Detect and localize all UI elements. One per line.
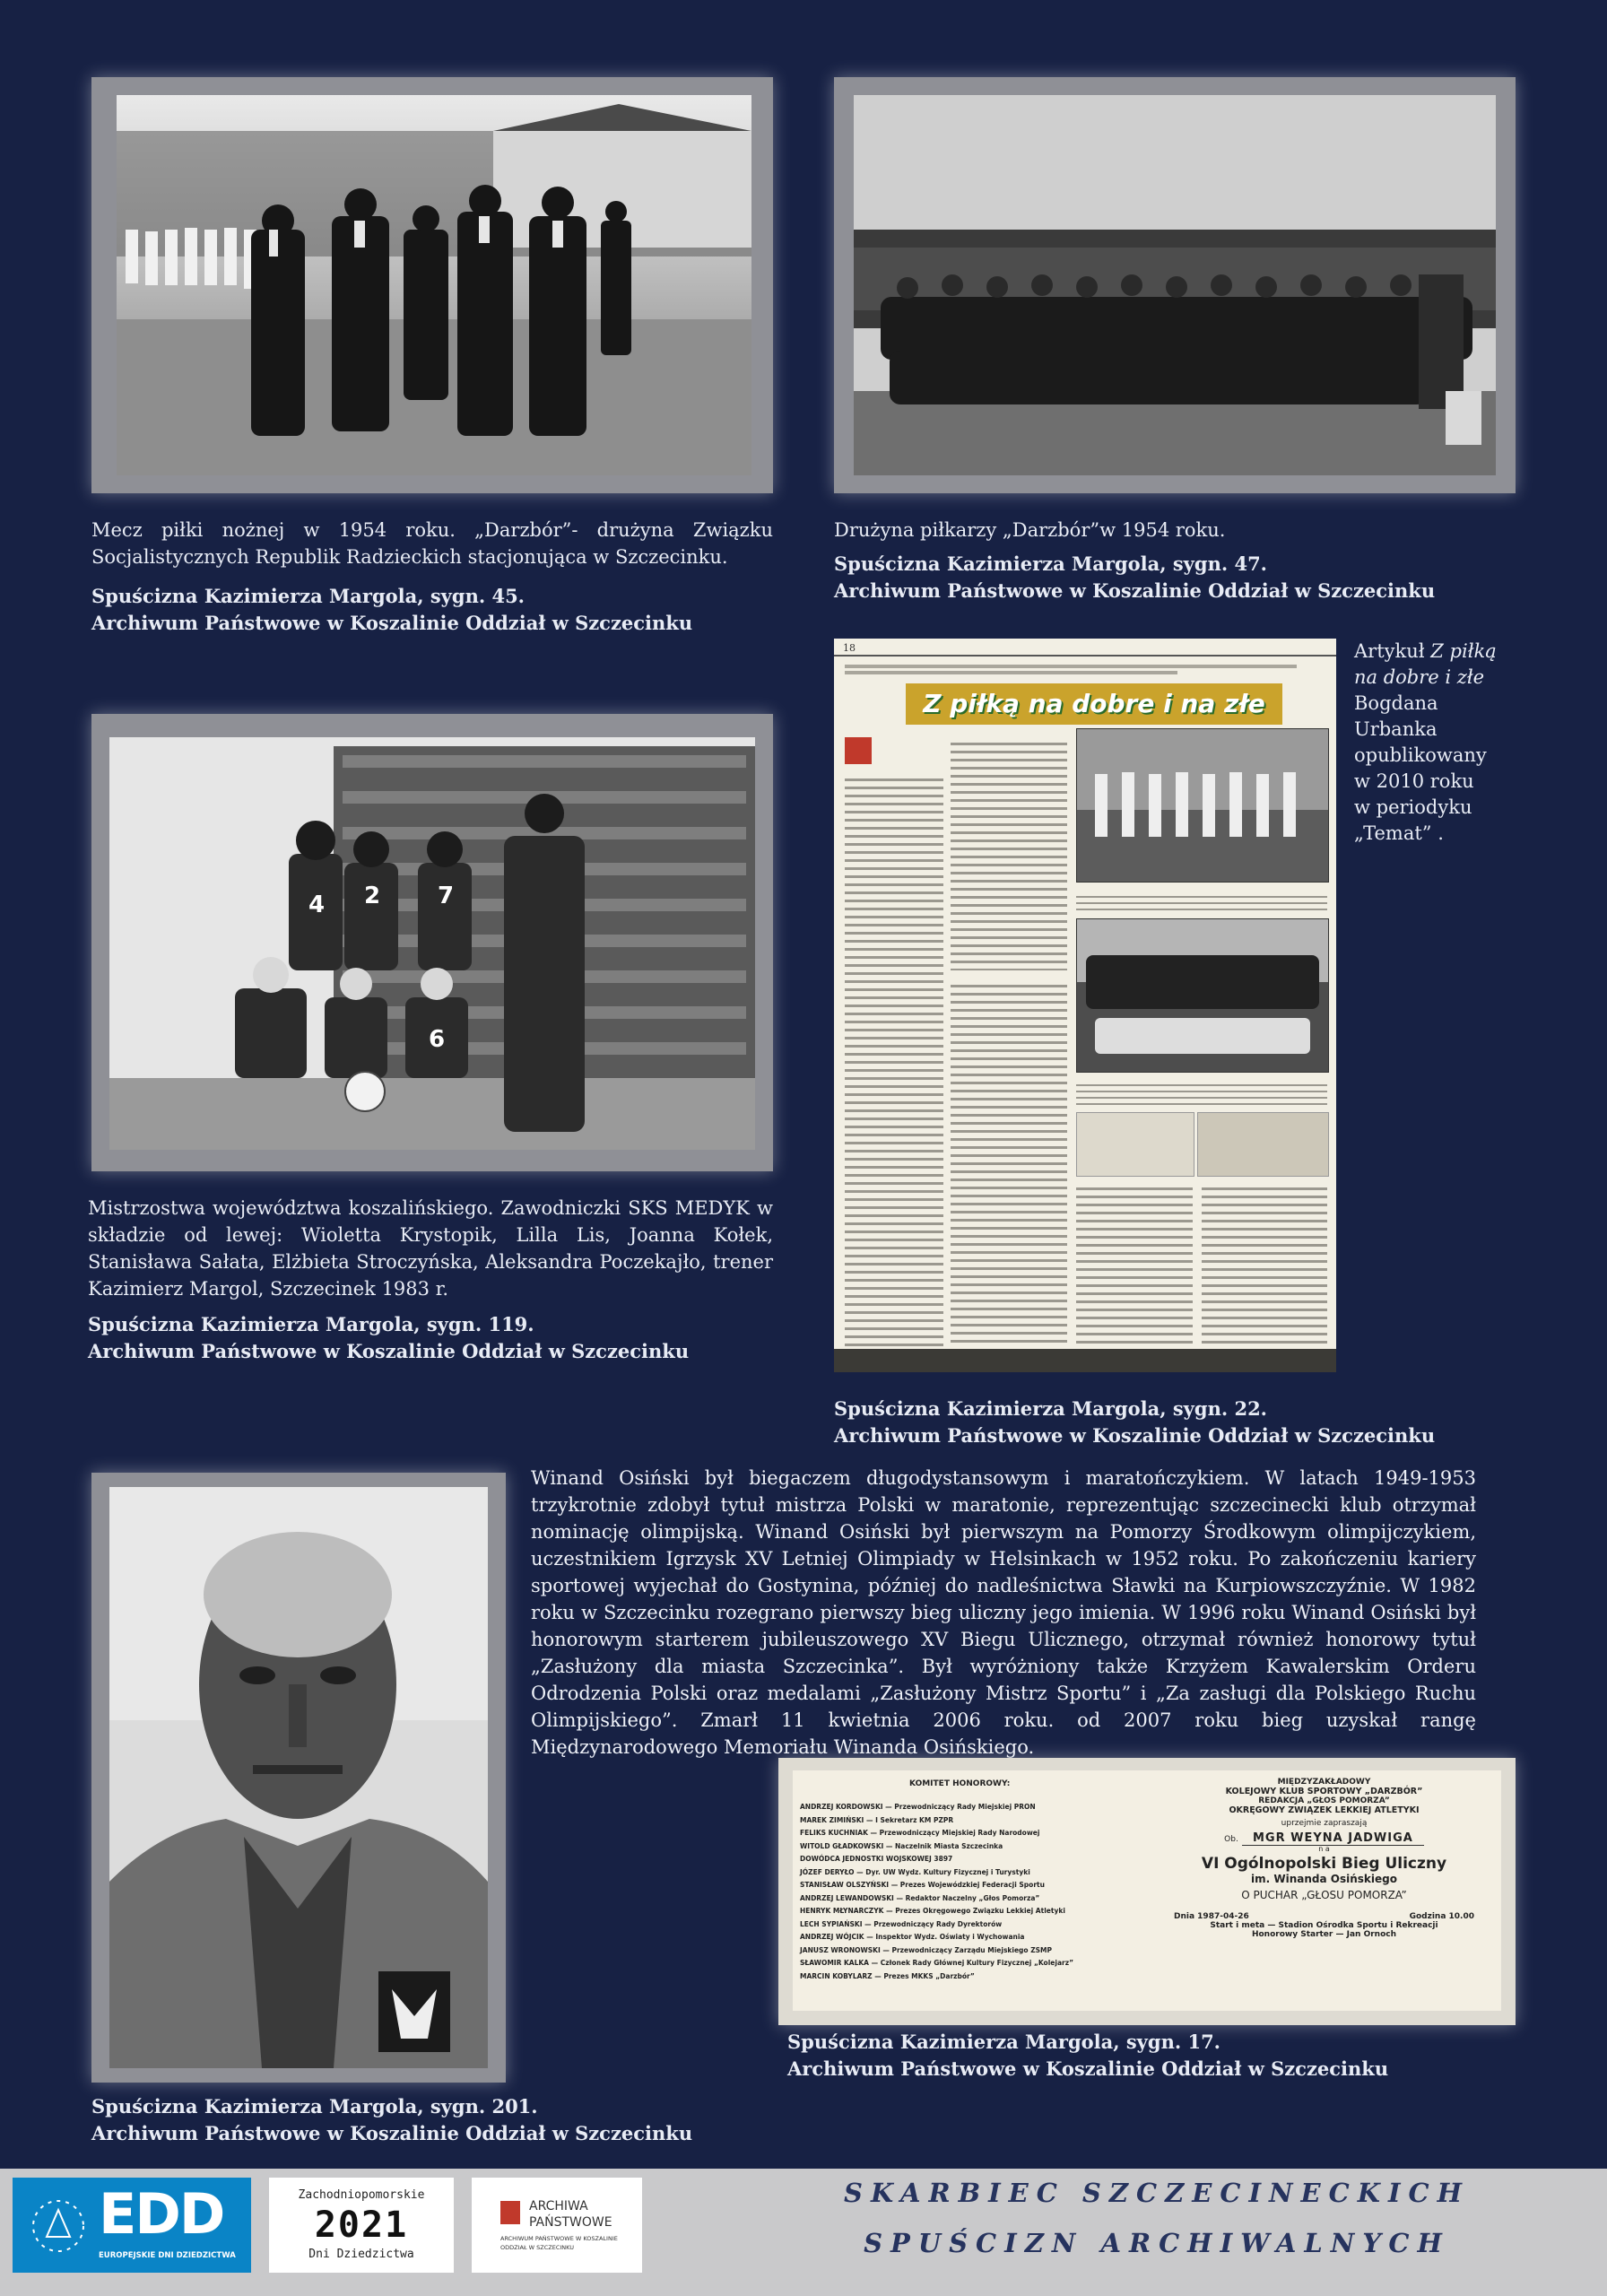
photo-1-source-2: Archiwum Państwowe w Koszalinie Oddział w Szczecinku bbox=[91, 612, 693, 634]
photo-1-caption-text: Mecz piłki nożnej w 1954 roku. „Darzbór”- drużyna Związku Socjalistycznych Republik Radzieckich stacjonująca w Szczecinku. bbox=[91, 519, 773, 568]
invitation-card bbox=[793, 1770, 1501, 2011]
invitation-header-2: KOLEJOWY KLUB SPORTOWY „DARZBÓR” bbox=[1225, 1787, 1423, 1796]
invitation-source bbox=[787, 2029, 1523, 2083]
photo-football-team-1954 bbox=[854, 95, 1496, 475]
eu-stars-icon bbox=[20, 2190, 97, 2262]
jersey-number-1: 4 bbox=[308, 891, 326, 918]
invitation-invite-text: uprzejmie zapraszają bbox=[1281, 1819, 1368, 1828]
edd-logo bbox=[13, 2178, 251, 2273]
article-source bbox=[834, 1396, 1516, 1449]
committee-member: STANISŁAW OLSZYŃSKI — Prezes Wojewódzkiej Federacji Sportu bbox=[800, 1881, 1045, 1889]
portrait-frame bbox=[91, 1473, 506, 2083]
committee-member: ANDRZEJ LEWANDOWSKI — Redaktor Naczelny „Głos Pomorza” bbox=[800, 1893, 1040, 1902]
invitation-cup: O PUCHAR „GŁOSU POMORZA” bbox=[1241, 1889, 1407, 1901]
committee-member: JANUSZ WRONOWSKI — Przewodniczący Zarządu Miejskiego ZSMP bbox=[800, 1945, 1052, 1954]
article-page-number: 18 bbox=[843, 642, 856, 654]
jersey-number-2: 2 bbox=[364, 883, 381, 909]
invitation-starter: Honorowy Starter — Jan Ornoch bbox=[1251, 1930, 1397, 1939]
zachodniopomorskie-line1: Zachodniopomorskie bbox=[298, 2188, 425, 2202]
invitation-header-4: OKRĘGOWY ZWIĄZEK LEKKIEJ ATLETYKI bbox=[1229, 1805, 1420, 1815]
committee-member: MARCIN KOBYLARZ — Prezes MKKS „Darzbór” bbox=[800, 1971, 975, 1980]
invitation-na: n a bbox=[1318, 1845, 1330, 1853]
article-caption-line2: Bogdana Urbanka bbox=[1354, 692, 1438, 740]
archiwa-line4: ODDZIAŁ W SZCZECINKU bbox=[500, 2244, 574, 2251]
archiwa-line1: ARCHIWA bbox=[529, 2199, 588, 2213]
winand-osinski-bio: Winand Osiński był biegaczem długodystansowym i maratończykiem. W latach 1949-1953 trzykrotnie zdobył tytuł mistrza Polski w maratonie, reprezentując szczecinecki klub otrzymał nominację olimpijską. Winand Osiński był pierwszym na Pomorzy Środkowym olimpijczykiem, uczestnikiem Igrzysk XV Letniej Olimpiady w Helsinkach w 1952 roku. Po zakończeniu kariery sportowej wyjechał do Gostynina, później do nadleśnictwa Sławki na Kurpiowszczyźnie. W 1982 roku w Szczecinku rozegrano pierwszy bieg uliczny jego imienia. W 1996 roku Winand Osiński był honorowym starterem jubileuszowego XV Biegu Ulicznego, otrzymał również honorowy tytuł „Zasłużony dla miasta Szczecinka”. Był wyróżniony także Krzyżem Kawalerskim Orderu Odrodzenia Polski oraz medalami „Zasłużony Mistrz Sportu” i „Za zasługi dla Polskiego Ruchu Olimpijskiego”. Zmarł 11 kwietnia 2006 roku. od 2007 roku bieg uzyskał rangę Międzynarodowego Memoriału Winanda Osińskiego. bbox=[531, 1467, 1476, 1758]
photo-3-source-1: Spuścizna Kazimierza Margola, sygn. 119. bbox=[88, 1313, 534, 1335]
portrait-winand-osinski bbox=[109, 1487, 488, 2068]
invitation-event-title: VI Ogólnopolski Bieg Uliczny bbox=[1201, 1855, 1447, 1873]
invitation-header-3: REDAKCJA „GŁOS POMORZA” bbox=[1258, 1796, 1390, 1805]
portrait-source-2: Archiwum Państwowe w Koszalinie Oddział w Szczecinku bbox=[91, 2122, 693, 2144]
committee-member: FELIKS KUCHNIAK — Przewodniczący Miejskiej Rady Narodowej bbox=[800, 1829, 1040, 1837]
article-caption-line5: w periodyku bbox=[1354, 796, 1472, 818]
invitation-source-1: Spuścizna Kazimierza Margola, sygn. 17. bbox=[787, 2031, 1220, 2053]
photo-2-caption bbox=[834, 517, 1516, 604]
footer-title-line1: SKARBIEC SZCZECINECKICH bbox=[844, 2178, 1470, 2208]
photo-2-source-1: Spuścizna Kazimierza Margola, sygn. 47. bbox=[834, 552, 1267, 575]
photo-sks-medyk-1983 bbox=[109, 737, 755, 1150]
invitation-start-meta: Start i meta — Stadion Ośrodka Sportu i Rekreacji bbox=[1210, 1921, 1438, 1930]
edd-logo-text: EDD bbox=[99, 2181, 224, 2247]
portrait-source bbox=[91, 2093, 773, 2147]
invitation-frame bbox=[778, 1758, 1516, 2025]
photo-1-caption bbox=[91, 517, 773, 637]
photo-3-frame bbox=[91, 714, 773, 1171]
photo-football-match-1954 bbox=[117, 95, 751, 475]
committee-member: SŁAWOMIR KALKA — Członek Rady Głównej Kultury Fizycznej „Kolejarz” bbox=[800, 1959, 1073, 1967]
article-caption-title: Z piłką na dobre i złe bbox=[1354, 640, 1497, 688]
portrait-source-1: Spuścizna Kazimierza Margola, sygn. 201. bbox=[91, 2095, 538, 2118]
zachodniopomorskie-logo bbox=[269, 2178, 454, 2273]
photo-1-frame bbox=[91, 77, 773, 493]
edd-logo-subtitle: EUROPEJSKIE DNI DZIEDZICTWA bbox=[99, 2251, 236, 2260]
jersey-number-4: 6 bbox=[429, 1026, 446, 1053]
committee-member: DOWÓDCA JEDNOSTKI WOJSKOWEJ 3897 bbox=[800, 1855, 953, 1863]
photo-3-caption bbox=[88, 1195, 773, 1365]
archiwa-panstwowe-logo bbox=[472, 2178, 642, 2273]
photo-1-source-1: Spuścizna Kazimierza Margola, sygn. 45. bbox=[91, 585, 525, 607]
jersey-number-3: 7 bbox=[438, 883, 455, 909]
article-scan bbox=[834, 639, 1336, 1372]
invitation-committee-list bbox=[800, 1801, 1141, 1983]
invitation-committee-heading: KOMITET HONOROWY: bbox=[909, 1779, 1011, 1788]
article-caption-line1: Artykuł bbox=[1354, 640, 1425, 662]
article-caption-line6: „Temat” . bbox=[1354, 822, 1444, 844]
committee-member: ANDRZEJ WÓJCIK — Inspektor Wydz. Oświaty i Wychowania bbox=[800, 1933, 1025, 1941]
photo-3-caption-text: Mistrzostwa województwa koszalińskiego. Zawodniczki SKS MEDYK w składzie od lewej: Wioletta Krystopik, Lilla Lis, Joanna Kołek, Stanisława Sałata, Elżbieta Stroczyńska, Aleksandra Poczekajło, trener Kazimierz Margol, Szczecinek 1983 r. bbox=[88, 1197, 773, 1300]
photo-2-caption-text: Drużyna piłkarzy „Darzbór”w 1954 roku. bbox=[834, 519, 1226, 541]
committee-member: MAREK ZIMIŃSKI — I Sekretarz KM PZPR bbox=[800, 1815, 954, 1824]
committee-member: ANDRZEJ KORDOWSKI — Przewodniczący Rady Miejskiej PRON bbox=[800, 1803, 1036, 1811]
footer-title-line2: SPUŚCIZN ARCHIWALNYCH bbox=[864, 2228, 1450, 2258]
article-caption bbox=[1354, 639, 1524, 847]
photo-2-frame bbox=[834, 77, 1516, 493]
photo-3-source-2: Archiwum Państwowe w Koszalinie Oddział w Szczecinku bbox=[88, 1340, 690, 1362]
committee-member: JÓZEF DERYŁO — Dyr. UW Wydz. Kultury Fizycznej i Turystyki bbox=[800, 1867, 1030, 1876]
invitation-header-1: MIĘDZYZAKŁADOWY bbox=[1277, 1778, 1371, 1787]
archiwa-line3: ARCHIWUM PAŃSTWOWE W KOSZALINIE bbox=[500, 2235, 618, 2242]
committee-member: LECH SYPIAŃSKI — Przewodniczący Rady Dyrektorów bbox=[800, 1919, 1003, 1928]
invitation-hour: Godzina 10.00 bbox=[1409, 1912, 1474, 1921]
article-source-2: Archiwum Państwowe w Koszalinie Oddział w Szczecinku bbox=[834, 1424, 1436, 1447]
invitation-date: Dnia 1987-04-26 bbox=[1174, 1912, 1249, 1921]
archiwa-line2: PAŃSTWOWE bbox=[529, 2215, 612, 2230]
photo-2-source-2: Archiwum Państwowe w Koszalinie Oddział w Szczecinku bbox=[834, 579, 1436, 602]
article-source-1: Spuścizna Kazimierza Margola, sygn. 22. bbox=[834, 1397, 1267, 1420]
article-caption-line3: opublikowany bbox=[1354, 744, 1487, 766]
committee-member: HENRYK MŁYNARCZYK — Prezes Okręgowego Związku Lekkiej Atletyki bbox=[800, 1907, 1065, 1915]
invitation-event-subtitle: im. Winanda Osińskiego bbox=[1251, 1873, 1397, 1885]
zachodniopomorskie-line2: Dni Dziedzictwa bbox=[308, 2248, 414, 2261]
invitation-ob-label: Ob. bbox=[1224, 1835, 1238, 1844]
article-caption-line4: w 2010 roku bbox=[1354, 770, 1474, 792]
committee-member: WITOLD GŁADKOWSKI — Naczelnik Miasta Szczecinka bbox=[800, 1841, 1003, 1850]
invitation-source-2: Archiwum Państwowe w Koszalinie Oddział w Szczecinku bbox=[787, 2057, 1389, 2080]
article-headline: Z piłką na dobre i na złe bbox=[906, 683, 1282, 725]
invitation-invitee: MGR WEYNA JADWIGA bbox=[1242, 1831, 1424, 1846]
zachodniopomorskie-year: 2021 bbox=[314, 2205, 409, 2246]
archiwa-emblem-icon bbox=[500, 2201, 520, 2224]
